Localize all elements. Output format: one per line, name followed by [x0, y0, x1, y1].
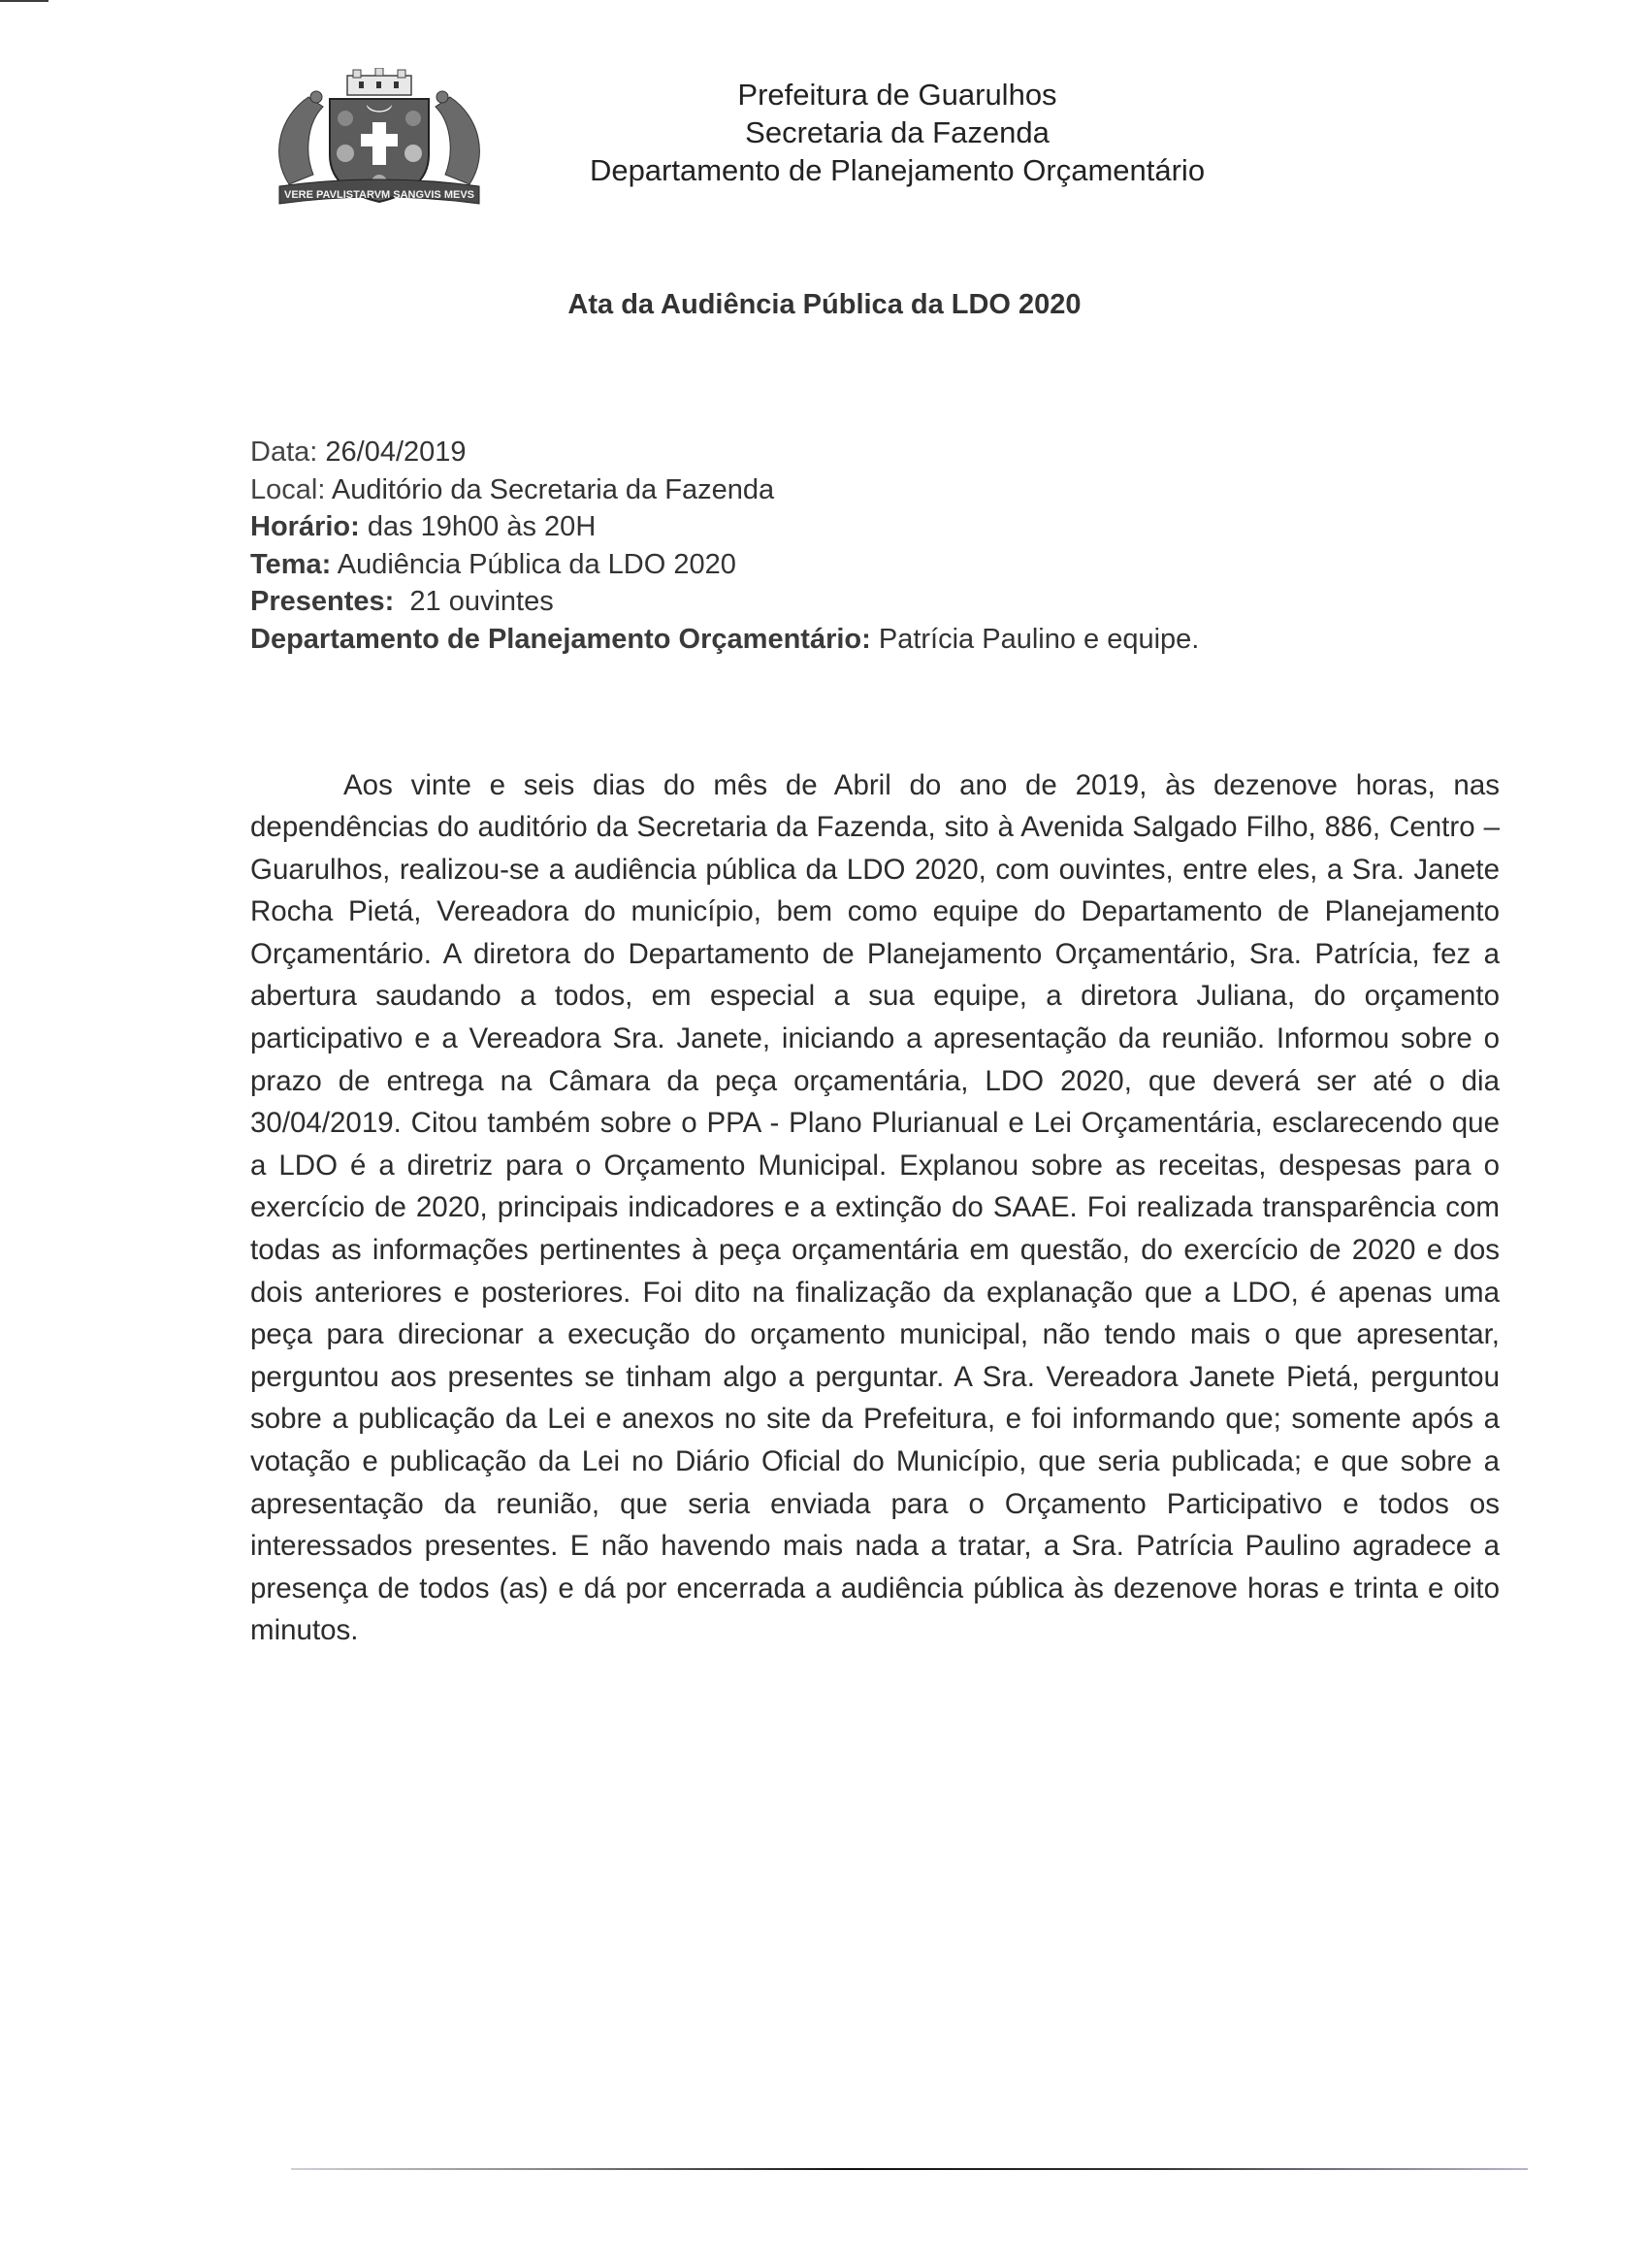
time-value: das 19h00 às 20H [367, 511, 597, 542]
crest-motto: VERE PAVLISTARVM SANGVIS MEVS [284, 189, 474, 201]
department-value: Patrícia Paulino e equipe. [878, 623, 1200, 655]
date-row [250, 434, 1199, 471]
theme-value: Audiência Pública da LDO 2020 [337, 548, 736, 580]
scan-corner-mark [0, 0, 48, 2]
date-value: 26/04/2019 [325, 437, 467, 468]
organization-name: Prefeitura de Guarulhos [737, 78, 1057, 112]
date-label: Data: [250, 437, 318, 468]
meeting-details [250, 434, 1199, 658]
attendees-label: Presentes: [250, 586, 395, 617]
theme-label: Tema: [250, 548, 332, 580]
document-header [543, 76, 1251, 189]
document-title: Ata da Audiência Pública da LDO 2020 [567, 289, 1082, 320]
time-row [250, 508, 1199, 546]
attendees-row [250, 583, 1199, 621]
attendees-value: 21 ouvintes [409, 586, 554, 617]
department-label: Departamento de Planejamento Orçamentário: [250, 623, 871, 655]
footer-divider [291, 2168, 1528, 2170]
department-name: Departamento de Planejamento Orçamentário [589, 153, 1206, 187]
theme-row [250, 546, 1199, 584]
secretariat-name: Secretaria da Fazenda [745, 115, 1050, 149]
coat-of-arms-icon [270, 68, 489, 213]
location-value: Auditório da Secretaria da Fazenda [331, 473, 775, 505]
location-row [250, 471, 1199, 509]
location-label: Local: [250, 473, 326, 505]
department-row [250, 621, 1199, 659]
time-label: Horário: [250, 511, 360, 542]
minutes-body: Aos vinte e seis dias do mês de Abril do ano de 2019, às dezenove horas, nas dependências do auditório da Secretaria da Fazenda, sito à Avenida Salgado Filho, 886, Centro – Guarulhos, realizou-se a audiência pública da LDO 2020, com ouvintes, entre eles, a Sra. Janete Rocha Pietá, Vereadora do município, bem como equipe do Departamento de Planejamento Orçamentário. A diretora do Departamento de Planejamento Orçamentário, Sra. Patrícia, fez a abertura saudando a todos, em especial a sua equipe, a diretora Juliana, do orçamento participativo e a Vereadora Sra. Janete, iniciando a apresentação da reunião. Informou sobre o prazo de entrega na Câmara da peça orçamentária, LDO 2020, que deverá ser até o dia 30/04/2019. Citou também sobre o PPA - Plano Plurianual e Lei Orçamentária, esclarecendo que a LDO é a diretriz para o Orçamento Municipal. Explanou sobre as receitas, despesas para o exercício de 2020, principais indicadores e a extinção do SAAE. Foi realizada transparência com todas as informações pertinentes à peça orçamentária em questão, do exercício de 2020 e dos dois anteriores e posteriores. Foi dito na finalização da explanação que a LDO, é apenas uma peça para direcionar a execução do orçamento municipal, não tendo mais o que apresentar, perguntou aos presentes se tinham algo a perguntar. A Sra. Vereadora Janete Pietá, perguntou sobre a publicação da Lei e anexos no site da Prefeitura, e foi informando que; somente após a votação e publicação da Lei no Diário Oficial do Município, que seria publicada; e que sobre a apresentação da reunião, que seria enviada para o Orçamento Participativo e todos os interessados presentes. E não havendo mais nada a tratar, a Sra. Patrícia Paulino agradece a presença de todos (as) e dá por encerrada a audiência pública às dezenove horas e trinta e oito minutos. [250, 768, 1500, 1647]
